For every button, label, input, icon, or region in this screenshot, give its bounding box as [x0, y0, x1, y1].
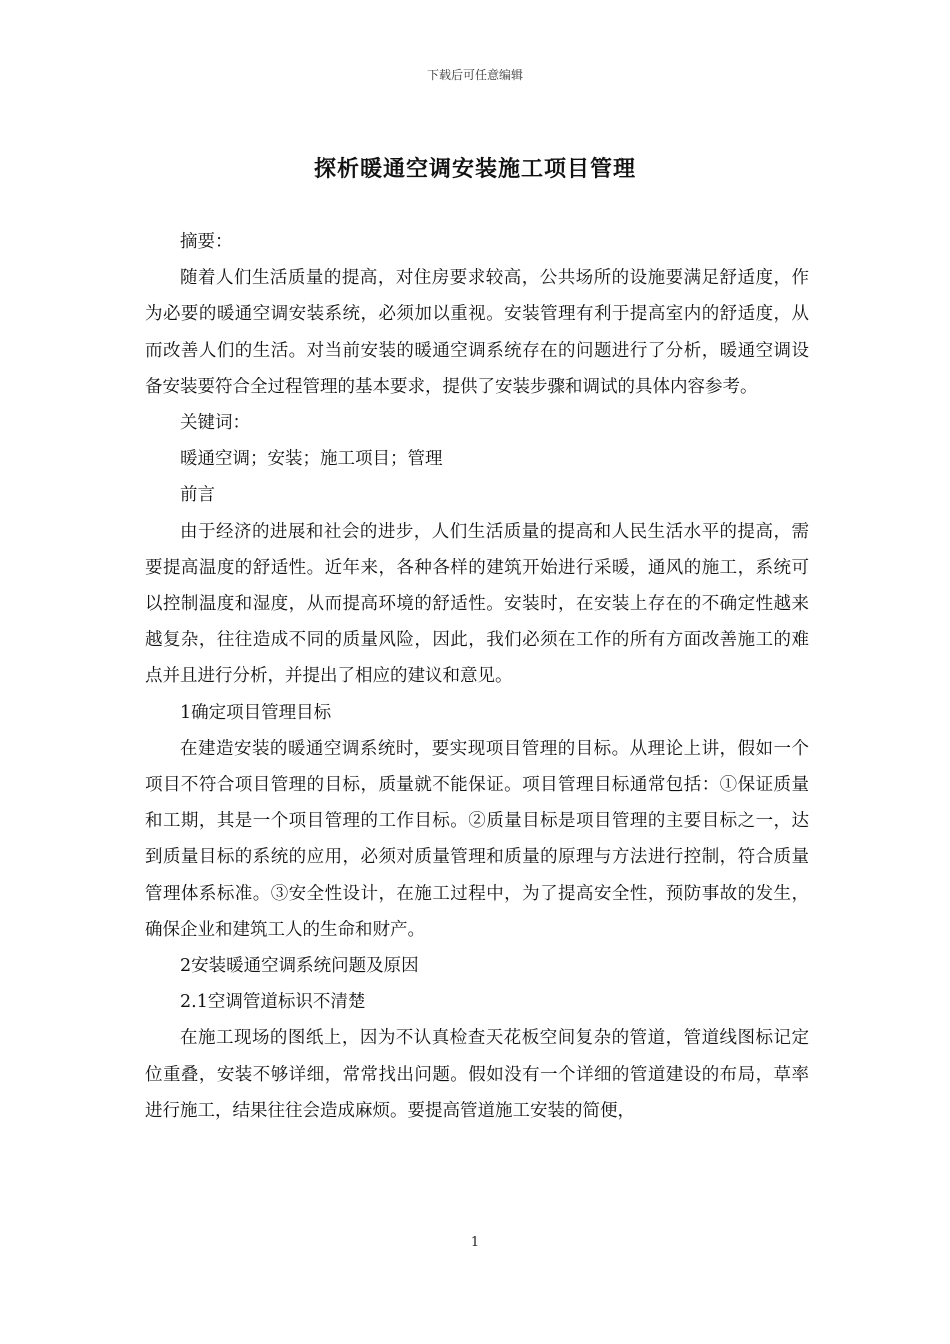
section-2-heading: 2安装暖通空调系统问题及原因: [180, 956, 419, 977]
page-number: 1: [470, 1235, 480, 1250]
document-body: [145, 224, 809, 1129]
page-header-note: 下载后可任意编辑: [426, 68, 523, 82]
preface-heading: 前言: [180, 485, 215, 506]
abstract-paragraph: 随着人们生活质量的提高，对住房要求较高，公共场所的设施要满足舒适度，作为必要的暖通空调安装系统，必须加以重视。安装管理有利于提高室内的舒适度，从而改善人们的生活。对当前安装的暖通空调系统存在的问题进行了分析，暖通空调设备安装要符合全过程管理的基本要求，提供了安装步骤和调试的具体内容参考。: [145, 268, 809, 397]
section-1-heading: 1确定项目管理目标: [180, 702, 332, 723]
document-title: 探析暖通空调安装施工项目管理: [313, 156, 636, 182]
section-1-paragraph: 在建造安装的暖通空调系统时，要实现项目管理的目标。从理论上讲，假如一个项目不符合项目管理的目标，质量就不能保证。项目管理目标通常包括：①保证质量和工期，其是一个项目管理的工作目标。②质量目标是项目管理的主要目标之一，达到质量目标的系统的应用，必须对质量管理和质量的原理与方法进行控制，符合质量管理体系标准。③安全性设计，在施工过程中，为了提高安全性，预防事故的发生，确保企业和建筑工人的生命和财产。: [145, 738, 809, 940]
abstract-heading: 摘要：: [180, 232, 233, 252]
section-2-1-paragraph: 在施工现场的图纸上，因为不认真检查天花板空间复杂的管道，管道线图标记定位重叠，安装不够详细，常常找出问题。假如没有一个详细的管道建设的布局，草率进行施工，结果往往会造成麻烦。要提高管道施工安装的简便，: [145, 1028, 809, 1121]
keywords-paragraph: 暖通空调；安装；施工项目；管理: [180, 449, 443, 470]
preface-paragraph: 由于经济的进展和社会的进步，人们生活质量的提高和人民生活水平的提高，需要提高温度的舒适性。近年来，各种各样的建筑开始进行采暖，通风的施工，系统可以控制温度和湿度，从而提高环境的舒适性。安装时，在安装上存在的不确定性越来越复杂，往往造成不同的质量风险，因此，我们必须在工作的所有方面改善施工的难点并且进行分析，并提出了相应的建议和意见。: [145, 521, 809, 687]
keywords-heading: 关键词：: [180, 413, 250, 434]
section-2-1-heading: 2.1空调管道标识不清楚: [180, 992, 366, 1013]
